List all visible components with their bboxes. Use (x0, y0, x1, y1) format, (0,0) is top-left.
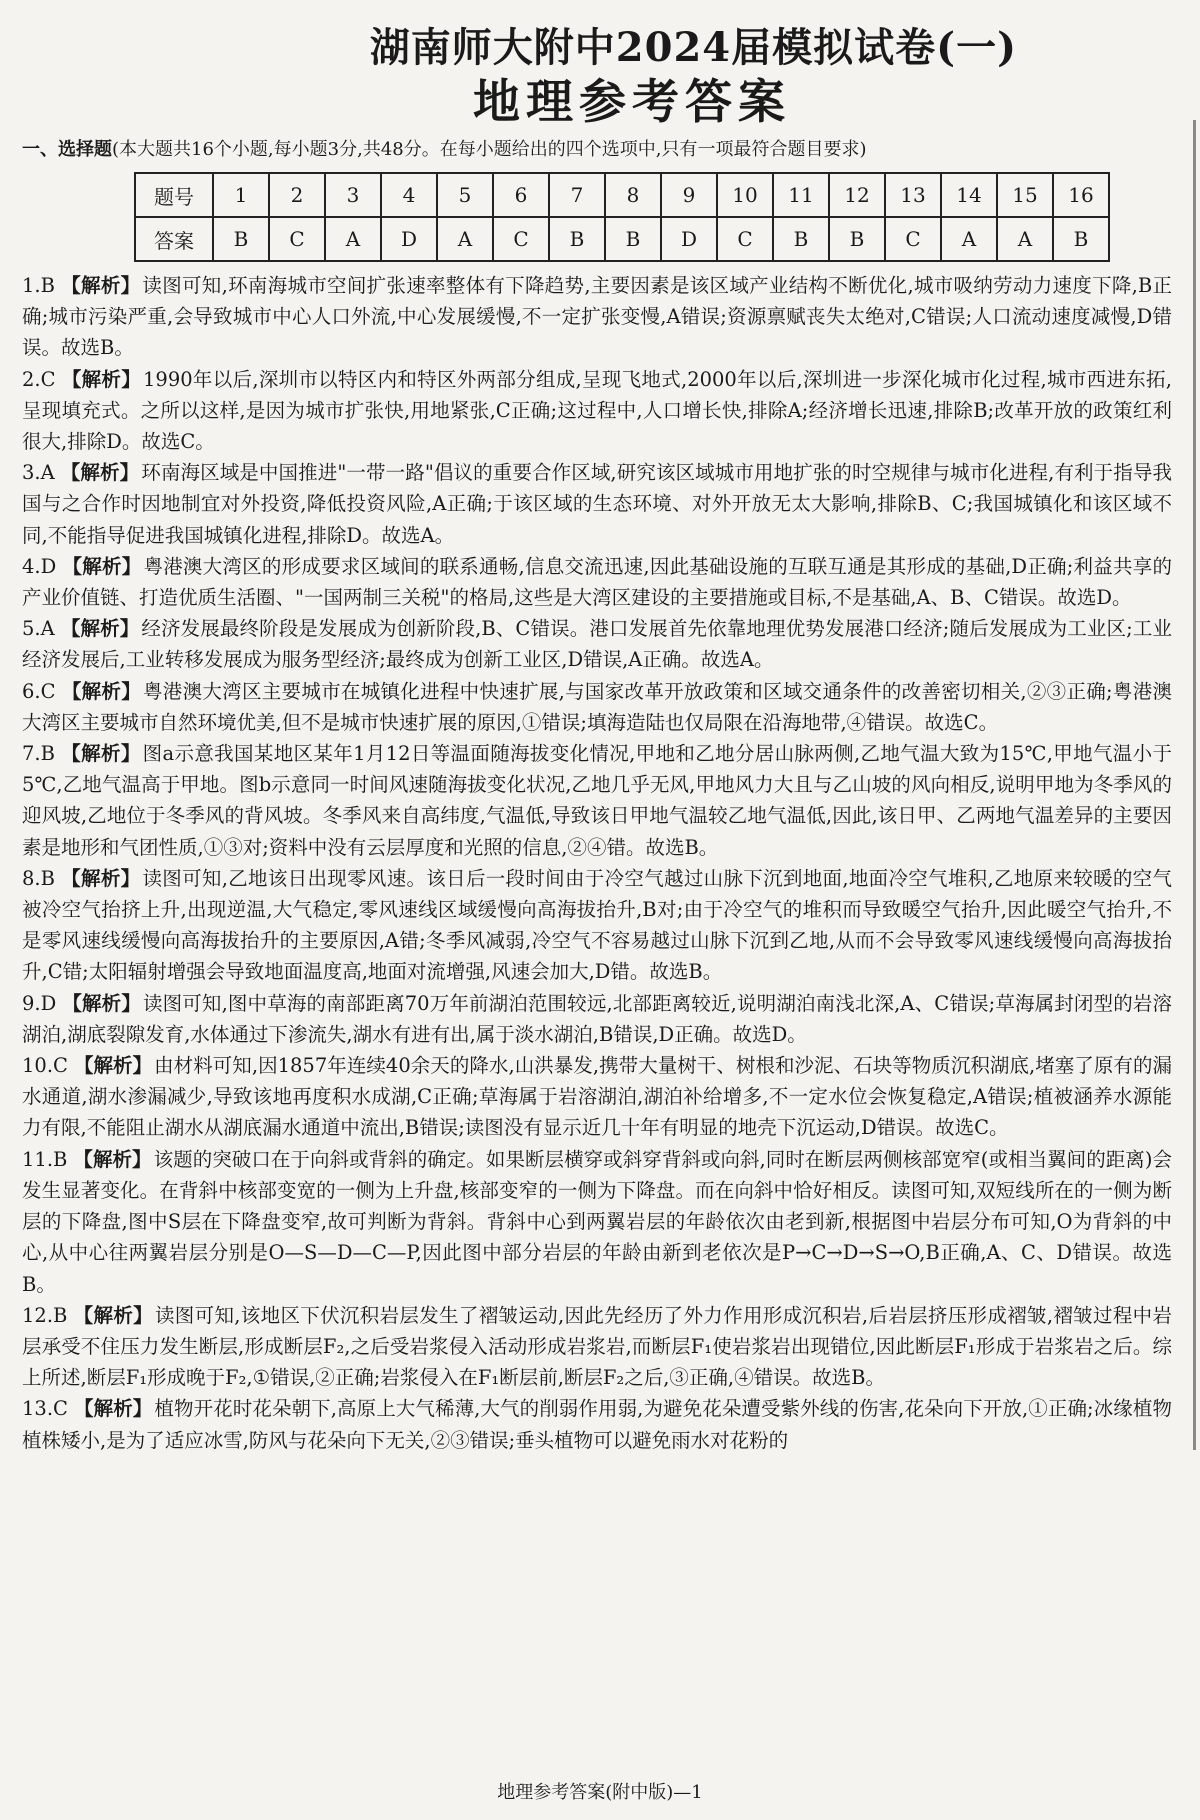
question-number-cell: 2 (269, 173, 325, 217)
answer-cell: A (437, 217, 493, 261)
answer-header: 答案 (135, 217, 213, 261)
analysis-tag: 【解析】 (60, 274, 141, 297)
analysis-text: 环南海区域是中国推进"一带一路"倡议的重要合作区域,研究该区域城市用地扩张的时空规律与城市化进程,有利于指导我国与之合作时因地制宜对外投资,降低投资风险,A正确;于该区域的生态环境、对外开放无太大影响,排除B、C;我国城镇化和该区域不同,不能指导促进我国城镇化进程,排除D。故选A。 (22, 461, 1172, 547)
answer-cell: B (773, 217, 829, 261)
answer-cell: B (213, 217, 269, 261)
question-number-cell: 15 (997, 173, 1053, 217)
analysis-tag: 【解析】 (60, 742, 141, 766)
analysis-item (22, 676, 1172, 738)
answer-cell: C (717, 217, 773, 261)
analysis-text: 经济发展最终阶段是发展成为创新阶段,B、C错误。港口发展首先依靠地理优势发展港口经济;随后发展成为工业区;工业经济发展后,工业转移发展成为服务型经济;最终成为创新工业区,D错误,A正确。故选A。 (22, 617, 1172, 672)
item-number: 6.C (22, 679, 56, 703)
item-number: 9.D (22, 991, 57, 1015)
analysis-item (22, 738, 1172, 863)
question-number-cell: 13 (885, 173, 941, 217)
page-edge-line (1193, 120, 1196, 1450)
analysis-tag: 【解析】 (62, 991, 141, 1015)
analysis-item (22, 457, 1172, 551)
item-number: 5.A (22, 617, 55, 641)
analysis-tag: 【解析】 (73, 1303, 153, 1327)
analysis-tag: 【解析】 (73, 1397, 153, 1421)
answer-cell: A (997, 217, 1053, 261)
analysis-text: 粤港澳大湾区主要城市在城镇化进程中快速扩展,与国家改革开放政策和区域交通条件的改善密切相关,②③正确;粤港澳大湾区主要城市自然环境优美,但不是城市快速扩展的原因,①错误;填海造陆也仅局限在沿海地带,④错误。故选C。 (22, 679, 1172, 734)
item-number: 10.C (22, 1054, 68, 1078)
analysis-item (22, 988, 1172, 1050)
answer-cell: C (269, 217, 325, 261)
item-number: 3.A (22, 461, 55, 485)
page-footer: 地理参考答案(附中版)—1 (497, 1782, 703, 1803)
document-title: 地理参考答案 (473, 75, 791, 130)
question-number-cell: 10 (717, 173, 773, 217)
analysis-text: 读图可知,图中草海的南部距离70万年前湖泊范围较远,北部距离较近,说明湖泊南浅北深,A、C错误;草海属封闭型的岩溶湖泊,湖底裂隙发育,水体通过下渗流失,湖水有进有出,属于淡水湖泊,B错误,D正确。故选D。 (22, 991, 1172, 1046)
analysis-item (22, 551, 1172, 613)
analysis-text: 图a示意我国某地区某年1月12日等温面随海拔变化情况,甲地和乙地分居山脉两侧,乙地气温大致为15℃,甲地气温小于5℃,乙地气温高于甲地。图b示意同一时间风速随海拔变化状况,乙地几乎无风,甲地风力大且与乙山坡的风向相反,说明甲地为冬季风的迎风坡,乙地位于冬季风的背风坡。冬季风来自高纬度,气温低,导致该日甲地气温较乙地气温低,因此,该日甲、乙两地气温差异的主要因素是地形和气团性质,①③对;资料中没有云层厚度和光照的信息,②④错。故选B。 (22, 742, 1172, 859)
answer-table (134, 172, 1110, 262)
analysis-tag: 【解析】 (73, 1054, 153, 1078)
question-number-cell: 4 (381, 173, 437, 217)
analysis-tag: 【解析】 (73, 1147, 152, 1171)
analysis-text: 该题的突破口在于向斜或背斜的确定。如果断层横穿或斜穿背斜或向斜,同时在断层两侧核部宽窄(或相当翼间的距离)会发生显著变化。在背斜中核部变宽的一侧为上升盘,核部变窄的一侧为下降盘。而在向斜中恰好相反。读图可知,双短线所在的一侧为断层的下降盘,图中S层在下降盘变窄,故可判断为背斜。背斜中心到两翼岩层的年龄依次由老到新,根据图中岩层分布可知,O为背斜的中心,从中心往两翼岩层分别是O—S—D—C—P,因此图中部分岩层的年龄由新到老依次是P→C→D→S→O,B正确,A、C、D错误。故选B。 (22, 1147, 1172, 1296)
answer-cell: A (325, 217, 381, 261)
analysis-text: 读图可知,环南海城市空间扩张速率整体有下降趋势,主要因素是该区域产业结构不断优化,城市吸纳劳动力速度下降,B正确;城市污染严重,会导致城市中心人口外流,中心发展缓慢,不一定扩张变慢,A错误;资源禀赋丧失太绝对,C错误;人口流动速度减慢,D错误。故选B。 (22, 274, 1172, 360)
question-number-row (135, 173, 1109, 217)
item-number: 4.D (22, 554, 57, 578)
analysis-tag: 【解析】 (62, 554, 142, 578)
question-number-cell: 7 (549, 173, 605, 217)
analysis-text: 植物开花时花朵朝下,高原上大气稀薄,大气的削弱作用弱,为避免花朵遭受紫外线的伤害,花朵向下开放,①正确;冰缘植物植株矮小,是为了适应冰雪,防风与花朵向下无关,②③错误;垂头植物可以避免雨水对花粉的 (22, 1397, 1172, 1452)
item-number: 7.B (22, 742, 55, 766)
item-number: 11.B (22, 1147, 68, 1171)
analysis-text: 由材料可知,因1857年连续40余天的降水,山洪暴发,携带大量树干、树根和沙泥、石块等物质沉积湖底,堵塞了原有的漏水通道,湖水渗漏减少,导致该地再度积水成湖,C正确;草海属于岩溶湖泊,湖泊补给增多,不一定水位会恢复稳定,A错误;植被涵养水源能力有限,不能阻止湖水从湖底漏水通道中流出,B错误;读图没有显示近几十年有明显的地壳下沉运动,D错误。故选C。 (22, 1054, 1172, 1140)
section-instructions: (本大题共16个小题,每小题3分,共48分。在每小题给出的四个选项中,只有一项最符合题目要求) (112, 139, 867, 160)
question-number-cell: 12 (829, 173, 885, 217)
school-title: 湖南师大附中2024届模拟试卷(一) (369, 24, 1017, 71)
analysis-text: 读图可知,乙地该日出现零风速。该日后一段时间由于冷空气越过山脉下沉到地面,地面冷空气堆积,乙地原来较暖的空气被冷空气抬挤上升,出现逆温,大气稳定,零风速线区域缓慢向高海拔抬升,B对;由于冷空气的堆积而导致暖空气抬升,因此暖空气抬升,不是零风速线缓慢向高海拔抬升的主要原因,A错;冬季风减弱,冷空气不容易越过山脉下沉到乙地,从而不会导致零风速线缓慢向高海拔抬升,C错;太阳辐射增强会导致地面温度高,地面对流增强,风速会加大,D错。故选B。 (22, 866, 1172, 984)
question-number-cell: 3 (325, 173, 381, 217)
item-number: 13.C (22, 1397, 68, 1421)
analysis-list (22, 270, 1182, 1456)
answer-cell: C (885, 217, 941, 261)
item-number: 8.B (22, 866, 55, 890)
answer-cell: A (941, 217, 997, 261)
analysis-item (22, 1393, 1172, 1455)
item-number: 12.B (22, 1303, 68, 1327)
answer-row (135, 217, 1109, 261)
analysis-tag: 【解析】 (61, 367, 142, 391)
question-number-cell: 1 (213, 173, 269, 217)
analysis-text: 粤港澳大湾区的形成要求区域间的联系通畅,信息交流迅速,因此基础设施的互联互通是其形成的基础,D正确;利益共享的产业价值链、打造优质生活圈、"一国两制三关税"的格局,这些是大湾区建设的主要措施或目标,不是基础,A、B、C错误。故选D。 (22, 554, 1172, 610)
item-number: 1.B (22, 274, 55, 297)
question-number-cell: 5 (437, 173, 493, 217)
analysis-item (22, 863, 1172, 988)
analysis-tag: 【解析】 (60, 866, 141, 890)
answer-cell: D (661, 217, 717, 261)
analysis-text: 读图可知,该地区下伏沉积岩层发生了褶皱运动,因此先经历了外力作用形成沉积岩,后岩层挤压形成褶皱,褶皱过程中岩层承受不住压力发生断层,形成断层F₂,之后受岩浆侵入活动形成岩浆岩,而断层F₁使岩浆岩出现错位,因此断层F₁形成于岩浆岩之后。综上所述,断层F₁形成晚于F₂,①错误,②正确;岩浆侵入在F₁断层前,断层F₂之后,③正确,④错误。故选B。 (22, 1303, 1172, 1390)
analysis-tag: 【解析】 (60, 617, 140, 641)
item-number: 2.C (22, 367, 56, 391)
question-number-header: 题号 (135, 173, 213, 217)
analysis-item (22, 613, 1172, 675)
question-number-cell: 9 (661, 173, 717, 217)
question-number-cell: 8 (605, 173, 661, 217)
analysis-tag: 【解析】 (60, 461, 140, 485)
answer-cell: B (605, 217, 661, 261)
analysis-text: 1990年以后,深圳市以特区内和特区外两部分组成,呈现飞地式,2000年以后,深圳进一步深化城市化过程,城市西进东拓,呈现填充式。之所以这样,是因为城市扩张快,用地紧张,C正确;这过程中,人口增长快,排除A;经济增长迅速,排除B;改革开放的政策红利很大,排除D。故选C。 (22, 367, 1172, 454)
question-number-cell: 16 (1053, 173, 1109, 217)
question-number-cell: 14 (941, 173, 997, 217)
answer-cell: B (1053, 217, 1109, 261)
analysis-item (22, 270, 1172, 364)
question-number-cell: 11 (773, 173, 829, 217)
answer-cell: B (549, 217, 605, 261)
analysis-item (22, 1300, 1172, 1394)
analysis-item (22, 1050, 1172, 1144)
section-heading (22, 136, 1182, 164)
analysis-item (22, 364, 1172, 458)
analysis-tag: 【解析】 (61, 679, 141, 703)
answer-cell: B (829, 217, 885, 261)
analysis-item (22, 1144, 1172, 1300)
answer-cell: C (493, 217, 549, 261)
question-number-cell: 6 (493, 173, 549, 217)
answer-cell: D (381, 217, 437, 261)
section-label: 一、选择题 (22, 139, 112, 160)
